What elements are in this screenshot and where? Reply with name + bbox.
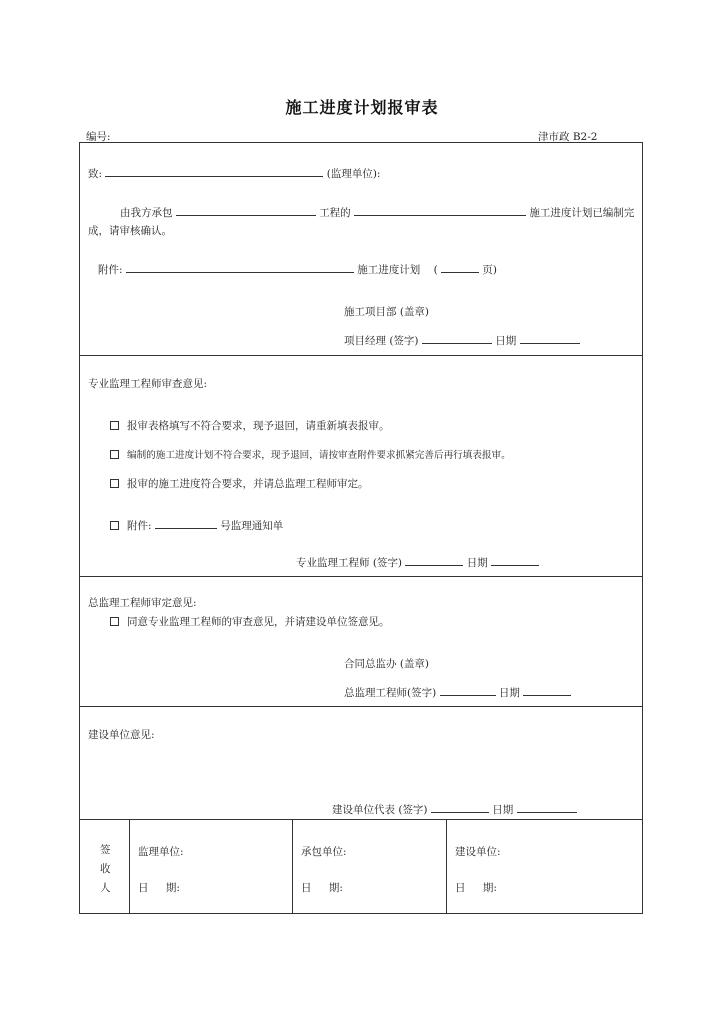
- engineer-row: [296, 555, 539, 570]
- receipt-col-divider-2: [292, 819, 293, 914]
- section3-header: 总监理工程师审定意见:: [88, 597, 197, 609]
- chief-row: [344, 685, 571, 700]
- receipt-label-2: 收: [100, 863, 111, 875]
- attachment-row: [98, 262, 497, 277]
- line1-prefix: 由我方承包: [120, 207, 173, 219]
- receipt-label-1: 签: [100, 844, 111, 856]
- engineer-date-field[interactable]: [491, 555, 539, 566]
- option-1: [110, 418, 390, 433]
- contractor-date-label: 日 期:: [301, 882, 343, 894]
- engineer-label: 专业监理工程师 (签字): [296, 557, 403, 569]
- supervisor-date-label: 日 期:: [138, 882, 180, 894]
- contractor-unit-label: 承包单位:: [301, 846, 347, 858]
- chief-sign-field[interactable]: [440, 685, 496, 696]
- option-4-prefix: 附件:: [127, 520, 152, 532]
- section2-header: 专业监理工程师审查意见:: [88, 378, 208, 390]
- to-unit-field[interactable]: [105, 166, 323, 177]
- owner-unit-label: 建设单位:: [455, 846, 501, 858]
- checkbox[interactable]: [110, 450, 119, 459]
- line1-suffix: 施工进度计划已编制完: [529, 207, 635, 219]
- to-label: 致:: [88, 168, 103, 180]
- page-title: 施工进度计划报审表: [285, 98, 439, 117]
- pages-field[interactable]: [441, 262, 479, 273]
- option-4: [110, 518, 283, 533]
- divider-1: [79, 355, 643, 356]
- owner-date-label: 日 期:: [455, 882, 497, 894]
- date-label: 日期: [495, 335, 517, 347]
- pages-open: (: [433, 264, 438, 276]
- to-suffix: (监理单位):: [326, 168, 381, 180]
- owner-label: 建设单位代表 (签字): [332, 804, 428, 816]
- contract-field[interactable]: [176, 205, 316, 216]
- divider-2: [79, 576, 643, 577]
- option-3: [110, 476, 369, 491]
- notice-number-field[interactable]: [155, 518, 217, 529]
- project-field[interactable]: [354, 205, 526, 216]
- divider-3: [79, 706, 643, 707]
- divider-4: [79, 819, 643, 820]
- option-1-label: 报审表格填写不符合要求，现予退回，请重新填表报审。: [127, 420, 390, 432]
- line1-mid: 工程的: [319, 207, 351, 219]
- pages-close: 页): [482, 264, 497, 276]
- option-2-label: 编制的施工进度计划不符合要求，现予退回，请按审查附件要求抓紧完善后再行填表报审。: [127, 450, 511, 461]
- line2: 成，请审核确认。: [88, 225, 172, 237]
- manager-sign-field[interactable]: [422, 333, 492, 344]
- engineer-sign-field[interactable]: [405, 555, 463, 566]
- owner-date-field[interactable]: [517, 802, 577, 813]
- section4-header: 建设单位意见:: [88, 729, 155, 741]
- chief-option: [110, 614, 390, 629]
- checkbox[interactable]: [110, 421, 119, 430]
- date-label: 日期: [492, 804, 514, 816]
- checkbox[interactable]: [110, 479, 119, 488]
- form-code: 津市政 B2-2: [538, 131, 598, 143]
- receipt-col-divider-3: [446, 819, 447, 914]
- submit-line: [120, 205, 634, 220]
- serial-label: 编号:: [86, 131, 111, 143]
- supervisor-unit-label: 监理单位:: [138, 846, 184, 858]
- option-2: [110, 447, 511, 461]
- checkbox[interactable]: [110, 617, 119, 626]
- chief-label: 总监理工程师(签字): [344, 687, 437, 699]
- attach-suffix: 施工进度计划: [357, 264, 421, 276]
- manager-date-field[interactable]: [520, 333, 580, 344]
- receipt-col-divider-1: [129, 819, 130, 914]
- owner-sign-field[interactable]: [431, 802, 489, 813]
- attach-prefix: 附件:: [98, 264, 123, 276]
- dept-stamp: 施工项目部 (盖章): [344, 306, 430, 318]
- date-label: 日期: [498, 687, 520, 699]
- option-4-suffix: 号监理通知单: [220, 520, 284, 532]
- date-label: 日期: [466, 557, 488, 569]
- manager-row: [344, 333, 580, 348]
- attachment-field[interactable]: [126, 262, 354, 273]
- checkbox[interactable]: [110, 521, 119, 530]
- receipt-label-3: 人: [100, 882, 111, 894]
- office-stamp: 合同总监办 (盖章): [344, 658, 430, 670]
- to-row: [88, 166, 380, 181]
- chief-date-field[interactable]: [523, 685, 571, 696]
- chief-option-label: 同意专业监理工程师的审查意见，并请建设单位签意见。: [127, 616, 390, 628]
- option-3-label: 报审的施工进度符合要求，并请总监理工程师审定。: [127, 478, 369, 490]
- manager-label: 项目经理 (签字): [344, 335, 419, 347]
- owner-row: [332, 802, 577, 817]
